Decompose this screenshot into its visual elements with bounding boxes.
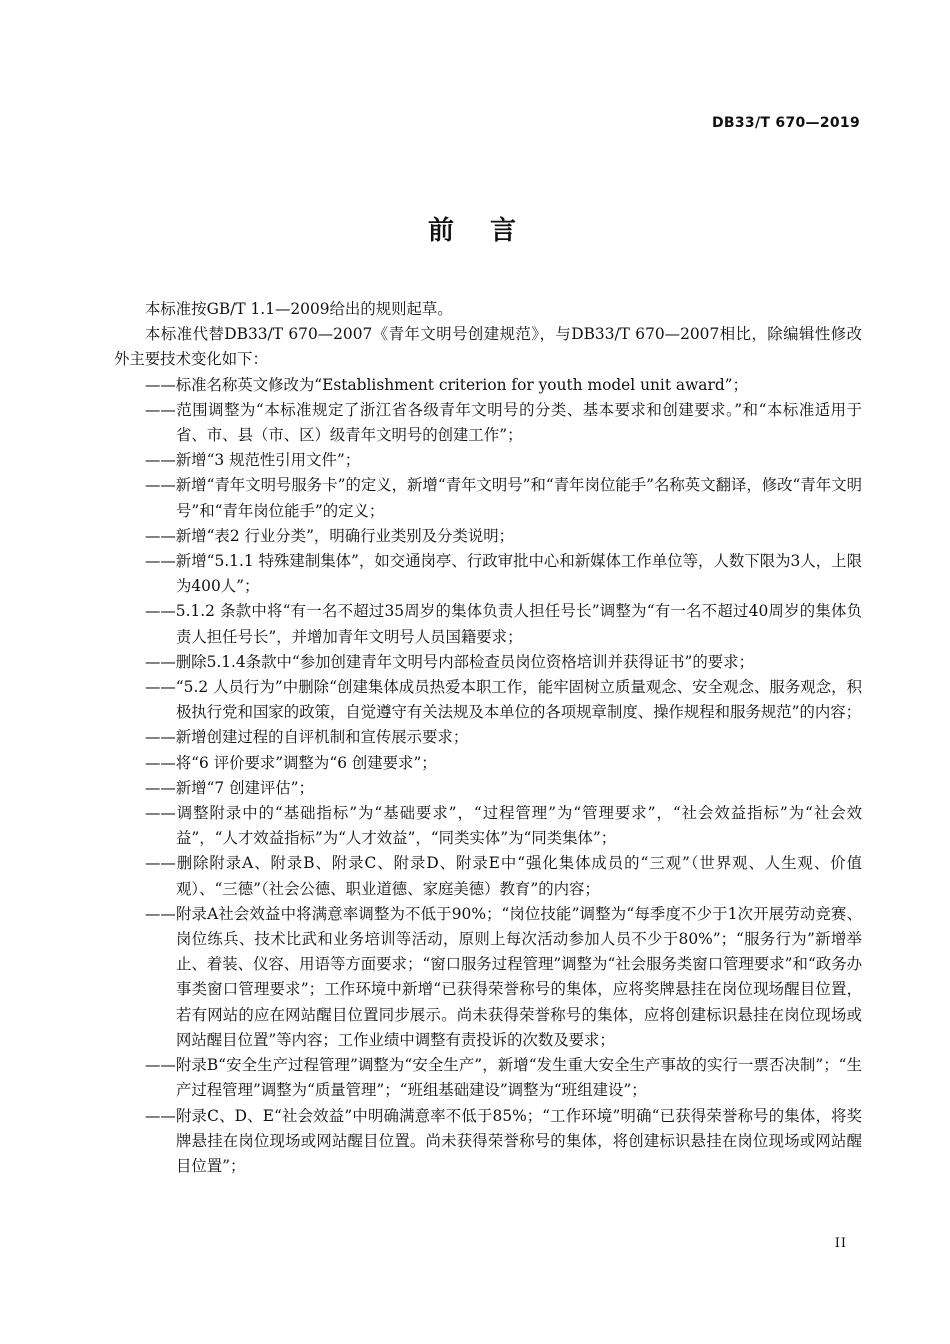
page-number: II (834, 1236, 847, 1251)
dash-marker (145, 1056, 176, 1074)
change-item: —— 新增创建过程的自评机制和宣传展示要求； (114, 725, 862, 750)
dash-marker (145, 905, 176, 923)
change-item: —— 附录C、D、E“社会效益”中明确满意率不低于85%；“工作环境”明确“已获得荣誉称号的集体，将奖牌悬挂在岗位现场或网站醒目位置。尚未获得荣誉称号的集体，将创建标识悬挂在岗位现场或网站醒目位置”； (114, 1104, 862, 1180)
dash-marker (145, 779, 176, 797)
dash-marker (145, 552, 176, 570)
dash-marker (145, 1107, 176, 1125)
dash-marker (145, 678, 176, 696)
dash-marker (145, 476, 176, 494)
dash-marker (145, 376, 176, 394)
change-item: —— “5.2 人员行为”中删除“创建集体成员热爱本职工作，能牢固树立质量观念、安全观念、服务观念，积极执行党和国家的政策，自觉遵守有关法规及本单位的各项规章制度、操作规程和服务规范”的内容； (114, 675, 862, 725)
change-item: —— 附录A社会效益中将满意率调整为不低于90%；“岗位技能”调整为“每季度不少于1次开展劳动竞赛、岗位练兵、技术比武和业务培训等活动，原则上每次活动参加人员不少于80%”；“服务行为”新增举止、着装、仪容、用语等方面要求；“窗口服务过程管理”调整为“社会服务类窗口管理要求”和“政务办事类窗口管理要求”；工作环境中新增“已获得荣誉称号的集体，应将奖牌悬挂在岗位现场醒目位置，若有网站的应在网站醒目位置同步展示。尚未获得荣誉称号的集体，应将创建标识悬挂在岗位现场或网站醒目位置”等内容；工作业绩中调整有责投诉的次数及要求； (114, 902, 862, 1053)
change-item: —— 删除5.1.4条款中“参加创建青年文明号内部检查员岗位资格培训并获得证书”的要求； (114, 650, 862, 675)
change-item: —— 范围调整为“本标准规定了浙江省各级青年文明号的分类、基本要求和创建要求。”和“本标准适用于省、市、县（市、区）级青年文明号的创建工作”； (114, 398, 862, 448)
change-item: —— 将“6 评价要求”调整为“6 创建要求”； (114, 751, 862, 776)
change-item: —— 删除附录A、附录B、附录C、附录D、附录E中“强化集体成员的“三观”（世界观、人生观、价值观）、“三德”（社会公德、职业道德、家庭美德）教育”的内容； (114, 851, 862, 901)
change-item: —— 新增“3 规范性引用文件”； (114, 448, 862, 473)
change-item: —— 新增“5.1.1 特殊建制集体”，如交通岗亭、行政审批中心和新媒体工作单位等，人数下限为3人，上限为400人”； (114, 549, 862, 599)
changes-list (114, 373, 862, 1180)
change-item: —— 5.1.2 条款中将“有一名不超过35周岁的集体负责人担任号长”调整为“有一名不超过40周岁的集体负责人担任号长”，并增加青年文明号人员国籍要求； (114, 599, 862, 649)
change-item: —— 标准名称英文修改为“Establishment criterion for youth model unit award”； (114, 373, 862, 398)
dash-marker (145, 854, 176, 872)
dash-marker (145, 401, 176, 419)
dash-marker (145, 602, 176, 620)
document-body (114, 297, 862, 1179)
dash-marker (145, 754, 176, 772)
dash-marker (145, 451, 176, 469)
dash-marker (145, 728, 176, 746)
paragraph-replacement-note: 本标准代替DB33/T 670—2007《青年文明号创建规范》，与DB33/T 670—2007相比，除编辑性修改外主要技术变化如下： (114, 325, 862, 369)
dash-marker (145, 804, 176, 822)
change-item: —— 新增“青年文明号服务卡”的定义，新增“青年文明号”和“青年岗位能手”名称英文翻译，修改“青年文明号”和“青年岗位能手”的定义； (114, 473, 862, 523)
change-item: —— 新增“7 创建评估”； (114, 776, 862, 801)
dash-marker (145, 653, 176, 671)
page-title: 前言 (427, 216, 552, 246)
change-item: —— 调整附录中的“基础指标”为“基础要求”，“过程管理”为“管理要求”，“社会效益指标”为“社会效益”，“人才效益指标”为“人才效益”，“同类实体”为“同类集体”； (114, 801, 862, 851)
change-item: —— 新增“表2 行业分类”，明确行业类别及分类说明； (114, 524, 862, 549)
document-code: DB33/T 670—2019 (712, 115, 860, 131)
dash-marker (145, 527, 176, 545)
change-item: —— 附录B“安全生产过程管理”调整为“安全生产”，新增“发生重大安全生产事故的实行一票否决制”；“生产过程管理”调整为“质量管理”；“班组基础建设”调整为“班组建设”； (114, 1053, 862, 1103)
paragraph-drafting-rule: 本标准按GB/T 1.1—2009给出的规则起草。 (145, 300, 453, 318)
